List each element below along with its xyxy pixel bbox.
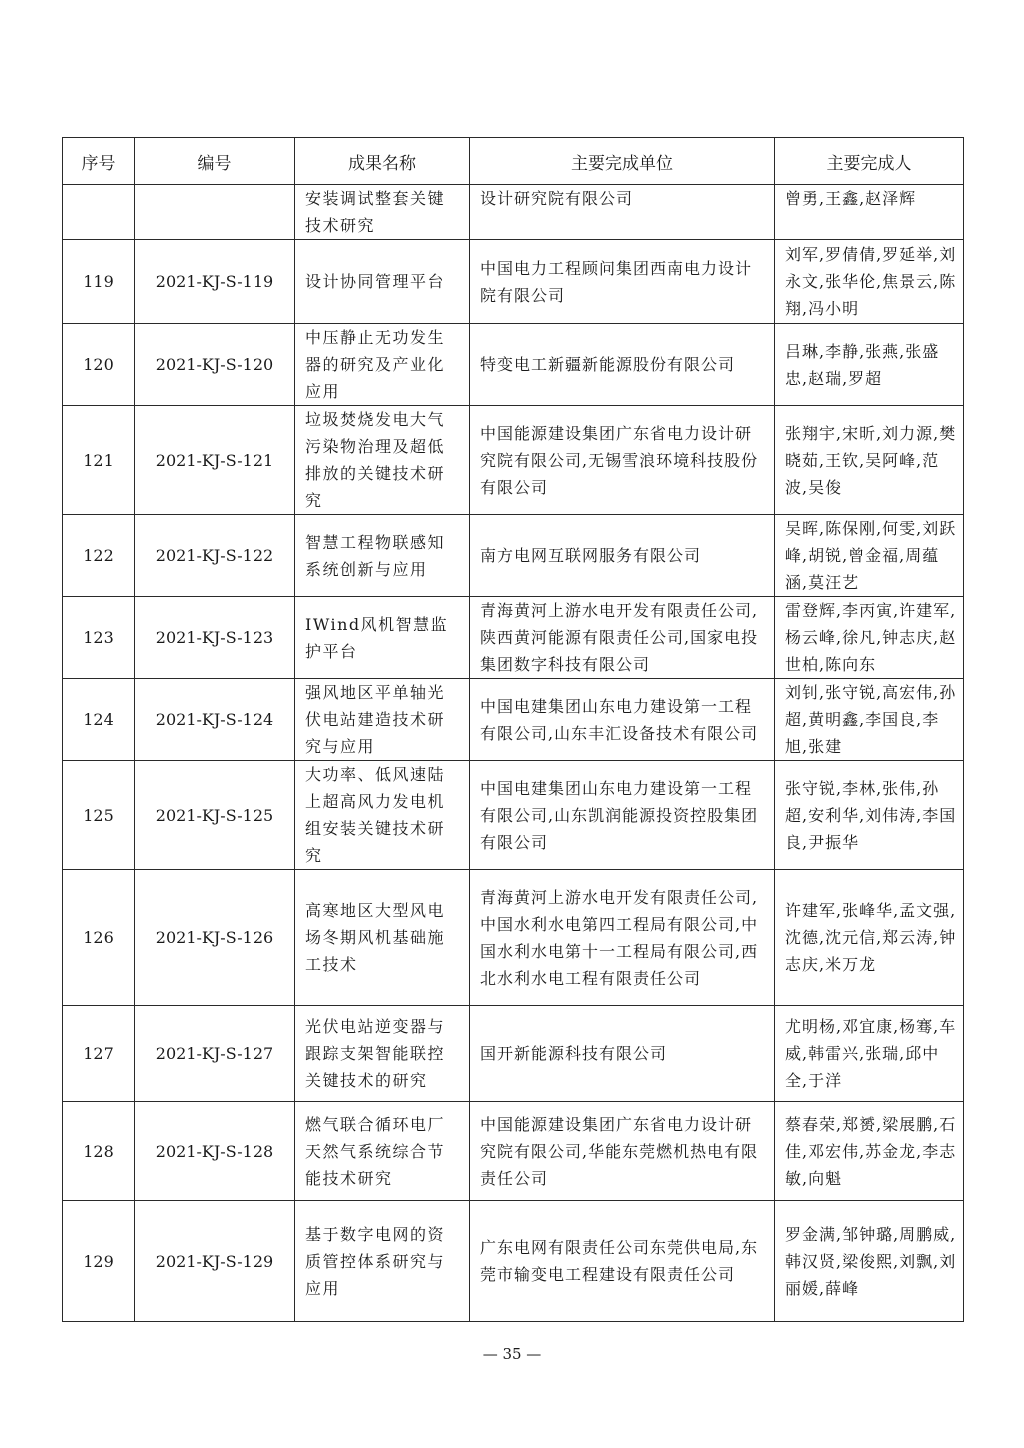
table-row (63, 1006, 964, 1102)
cell-unit: 广东电网有限责任公司东莞供电局,东莞市输变电工程建设有限责任公司 (470, 1201, 775, 1322)
table-body (63, 185, 964, 1322)
cell-unit: 设计研究院有限公司 (470, 185, 775, 240)
table-row (63, 185, 964, 240)
cell-seq: 127 (63, 1006, 135, 1102)
cell-people: 蔡春荣,郑赟,梁展鹏,石佳,邓宏伟,苏金龙,李志敏,向魁 (775, 1102, 964, 1201)
cell-people: 刘军,罗倩倩,罗延举,刘永文,张华伦,焦景云,陈翔,冯小明 (775, 240, 964, 324)
cell-people: 尤明杨,邓宜康,杨骞,车威,韩雷兴,张瑞,邱中全,于洋 (775, 1006, 964, 1102)
table-row (63, 1102, 964, 1201)
cell-seq: 125 (63, 761, 135, 870)
cell-people: 张翔宇,宋昕,刘力源,樊晓茹,王钦,吴阿峰,范波,吴俊 (775, 406, 964, 515)
cell-people: 雷登辉,李丙寅,许建军,杨云峰,徐凡,钟志庆,赵世柏,陈向东 (775, 597, 964, 679)
cell-name: 燃气联合循环电厂天然气系统综合节能技术研究 (295, 1102, 470, 1201)
table-row (63, 1201, 964, 1322)
cell-code: 2021-KJ-S-125 (135, 761, 295, 870)
cell-people: 吕琳,李静,张燕,张盛忠,赵瑞,罗超 (775, 324, 964, 406)
cell-seq: 124 (63, 679, 135, 761)
cell-name: 安装调试整套关键技术研究 (295, 185, 470, 240)
cell-unit: 中国电建集团山东电力建设第一工程有限公司,山东凯润能源投资控股集团有限公司 (470, 761, 775, 870)
cell-code: 2021-KJ-S-119 (135, 240, 295, 324)
cell-code: 2021-KJ-S-129 (135, 1201, 295, 1322)
cell-code: 2021-KJ-S-128 (135, 1102, 295, 1201)
table-row (63, 761, 964, 870)
header-name: 成果名称 (295, 138, 470, 185)
cell-seq (63, 185, 135, 240)
header-code: 编号 (135, 138, 295, 185)
awards-table (62, 137, 964, 1322)
cell-seq: 119 (63, 240, 135, 324)
header-seq: 序号 (63, 138, 135, 185)
table-row (63, 870, 964, 1006)
cell-people: 刘钊,张守锐,高宏伟,孙超,黄明鑫,李国良,李旭,张建 (775, 679, 964, 761)
cell-code: 2021-KJ-S-121 (135, 406, 295, 515)
table-row (63, 679, 964, 761)
cell-unit: 中国电建集团山东电力建设第一工程有限公司,山东丰汇设备技术有限公司 (470, 679, 775, 761)
cell-seq: 128 (63, 1102, 135, 1201)
cell-seq: 122 (63, 515, 135, 597)
cell-people: 吴晖,陈保刚,何雯,刘跃峰,胡锐,曾金福,周蕴涵,莫汪艺 (775, 515, 964, 597)
cell-unit: 中国电力工程顾问集团西南电力设计院有限公司 (470, 240, 775, 324)
cell-unit: 青海黄河上游水电开发有限责任公司,陕西黄河能源有限责任公司,国家电投集团数字科技有限公司 (470, 597, 775, 679)
cell-code: 2021-KJ-S-120 (135, 324, 295, 406)
cell-people: 张守锐,李林,张伟,孙超,安利华,刘伟涛,李国良,尹振华 (775, 761, 964, 870)
cell-seq: 120 (63, 324, 135, 406)
cell-people: 许建军,张峰华,孟文强,沈德,沈元信,郑云涛,钟志庆,米万龙 (775, 870, 964, 1006)
cell-code: 2021-KJ-S-126 (135, 870, 295, 1006)
cell-code: 2021-KJ-S-124 (135, 679, 295, 761)
cell-unit: 青海黄河上游水电开发有限责任公司,中国水利水电第四工程局有限公司,中国水利水电第十一工程局有限公司,西北水利水电工程有限责任公司 (470, 870, 775, 1006)
cell-name: 高寒地区大型风电场冬期风机基础施工技术 (295, 870, 470, 1006)
cell-name: 设计协同管理平台 (295, 240, 470, 324)
table-header (63, 138, 964, 185)
cell-name: IWind风机智慧监护平台 (295, 597, 470, 679)
cell-code: 2021-KJ-S-127 (135, 1006, 295, 1102)
cell-unit: 中国能源建设集团广东省电力设计研究院有限公司,无锡雪浪环境科技股份有限公司 (470, 406, 775, 515)
cell-unit: 南方电网互联网服务有限公司 (470, 515, 775, 597)
table-row (63, 324, 964, 406)
cell-name: 基于数字电网的资质管控体系研究与应用 (295, 1201, 470, 1322)
header-people: 主要完成人 (775, 138, 964, 185)
cell-code (135, 185, 295, 240)
cell-name: 强风地区平单轴光伏电站建造技术研究与应用 (295, 679, 470, 761)
table-row (63, 597, 964, 679)
cell-name: 中压静止无功发生器的研究及产业化应用 (295, 324, 470, 406)
cell-seq: 123 (63, 597, 135, 679)
page-number: — 35 — (482, 1345, 542, 1363)
cell-code: 2021-KJ-S-123 (135, 597, 295, 679)
cell-name: 智慧工程物联感知系统创新与应用 (295, 515, 470, 597)
table-row (63, 240, 964, 324)
cell-seq: 121 (63, 406, 135, 515)
table-row (63, 406, 964, 515)
cell-name: 垃圾焚烧发电大气污染物治理及超低排放的关键技术研究 (295, 406, 470, 515)
cell-name: 光伏电站逆变器与跟踪支架智能联控关键技术的研究 (295, 1006, 470, 1102)
cell-unit: 特变电工新疆新能源股份有限公司 (470, 324, 775, 406)
cell-seq: 126 (63, 870, 135, 1006)
cell-people: 曾勇,王鑫,赵泽辉 (775, 185, 964, 240)
cell-name: 大功率、低风速陆上超高风力发电机组安装关键技术研究 (295, 761, 470, 870)
header-row (63, 138, 964, 185)
table-row (63, 515, 964, 597)
cell-unit: 中国能源建设集团广东省电力设计研究院有限公司,华能东莞燃机热电有限责任公司 (470, 1102, 775, 1201)
cell-people: 罗金满,邹钟璐,周鹏威,韩汉贤,梁俊熙,刘飘,刘丽媛,薛峰 (775, 1201, 964, 1322)
cell-unit: 国开新能源科技有限公司 (470, 1006, 775, 1102)
cell-code: 2021-KJ-S-122 (135, 515, 295, 597)
cell-seq: 129 (63, 1201, 135, 1322)
header-unit: 主要完成单位 (470, 138, 775, 185)
